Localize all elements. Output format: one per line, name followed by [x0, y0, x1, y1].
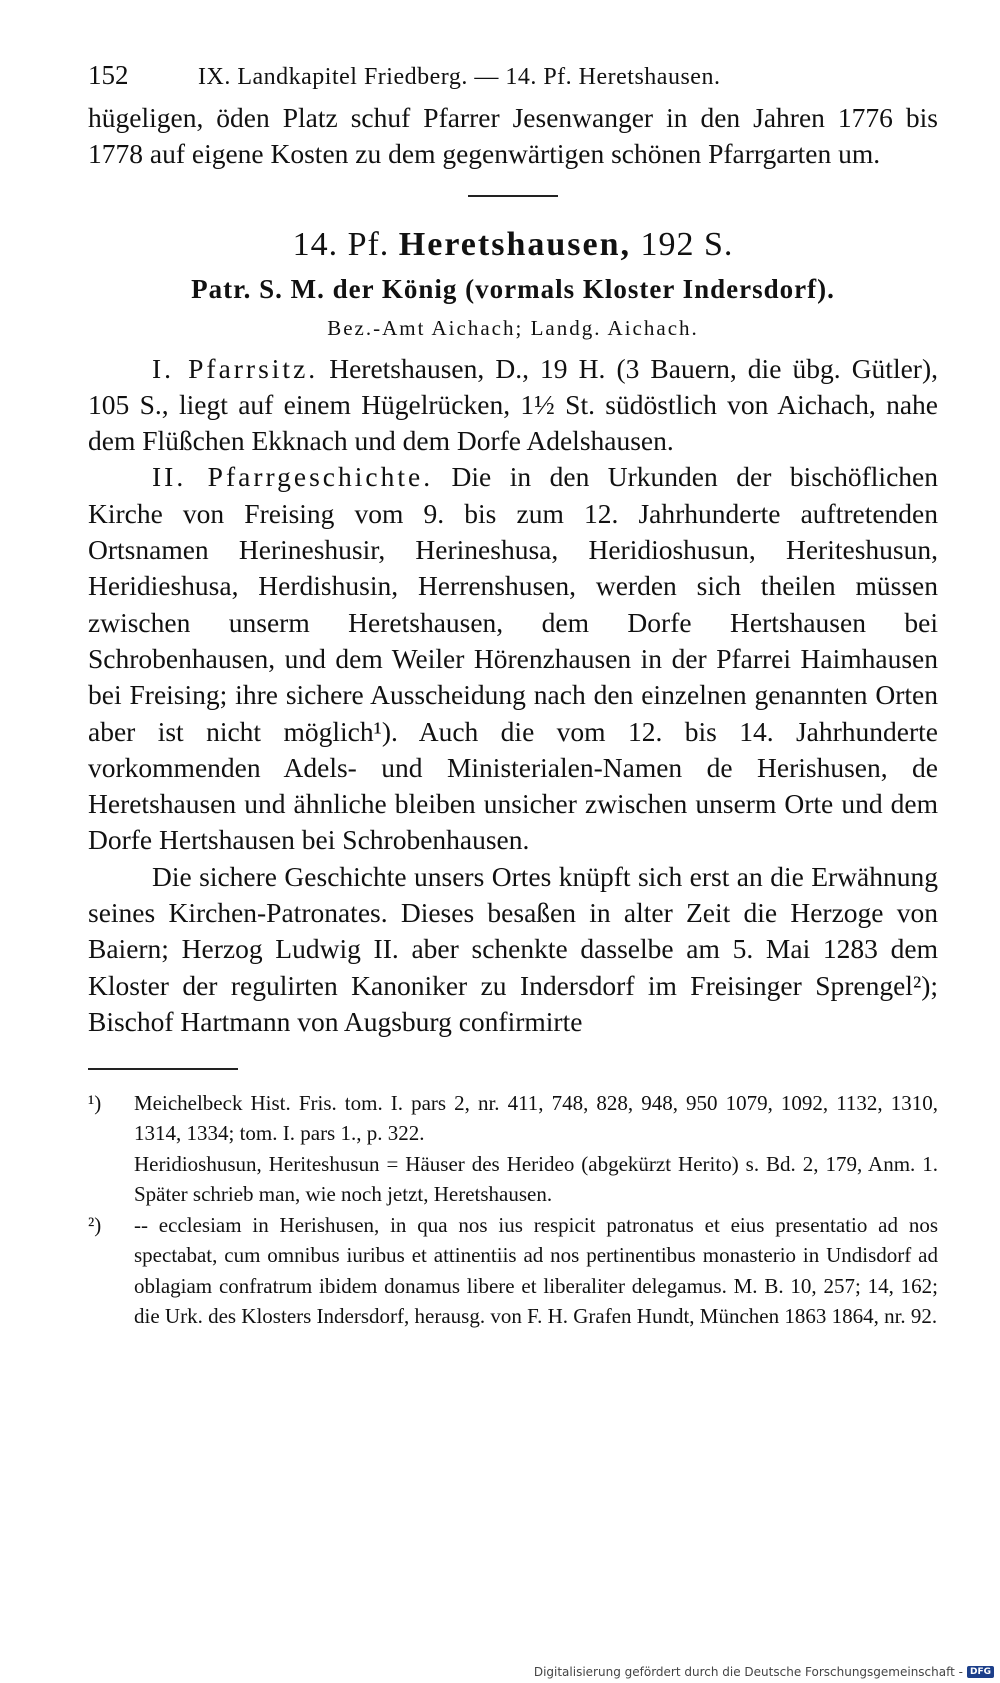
section-name: Heretshausen, [398, 225, 632, 263]
continuation-text: hügeligen, öden Platz schuf Pfarrer Jesenwanger in den Jahren 1776 bis 1778 auf eigene Kosten zu dem gegenwärtigen schönen Pfarrgarten um. [88, 102, 938, 170]
section-heading [88, 221, 938, 269]
footnote-mark: ²) [88, 1212, 102, 1237]
dfg-logo: DFG [967, 1666, 994, 1678]
footnotes [88, 1088, 938, 1332]
running-title: IX. Landkapitel Friedberg. — 14. Pf. Heretshausen. [198, 64, 721, 90]
pfarrgeschichte-text: Die in den Urkunden der bischöflichen Kirche von Freising vom 9. bis zum 12. Jahrhunderte auftretenden Ortsnamen Herineshusir, Herineshusa, Heridioshusun, Heriteshusun, Heridieshusa, Herdishusin, Herrenshusen, werden sich theilen müssen zwischen unserm Heretshausen, dem Dorfe Hertshausen bei Schrobenhausen, und dem Weiler Hörenzhausen in der Pfarrei Haimhausen bei Freising; ihre sichere Ausscheidung nach den einzelnen genannten Orten aber ist nicht möglich¹). Auch die vom 12. bis 14. Jahrhunderte vorkommenden Adels- und Ministerialen-Namen de Herishusen, de Heretshausen und ähnliche bleiben unsicher zwischen unserm Orte und dem Dorfe Hertshausen bei Schrobenhausen. [88, 461, 938, 856]
pfarrgeschichte-label: II. Pfarrgeschichte. [152, 461, 434, 493]
footnote-text: Meichelbeck Hist. Fris. tom. I. pars 2, nr. 411, 748, 828, 948, 950 1079, 1092, 1132, 1310, 1314, 1334; tom. I. pars 1., p. 322. [134, 1090, 938, 1146]
section-divider [468, 195, 558, 197]
history-paragraph: Die sichere Geschichte unsers Ortes knüpft sich erst an die Erwähnung seines Kirchen-Patronates. Dieses besaßen in alter Zeit die Herzoge von Baiern; Herzog Ludwig II. aber schenkte dasselbe am 5. Mai 1283 dem Kloster der regulirten Kanoniker zu Indersdorf im Freisinger Sprengel²); Bischof Hartmann von Augsburg confirmirte [88, 860, 938, 1037]
patron-line: Patr. S. M. der König (vormals Kloster Indersdorf). [191, 273, 835, 304]
running-head [88, 60, 938, 100]
digitization-credit [534, 1665, 994, 1679]
footnote-divider [88, 1068, 238, 1070]
pfarrsitz-text: Heretshausen, D., 19 H. (3 Bauern, die übg. Gütler), 105 S., liegt auf einem Hügelrücken, 1½ St. südöstlich von Aichach, nahe dem Flüßchen Ekknach und dem Dorfe Adelshausen. [88, 352, 938, 457]
footnote-2 [88, 1210, 938, 1332]
section-number: 14. Pf. [292, 225, 390, 263]
footnote-mark: ¹) [88, 1090, 102, 1115]
pfarrgeschichte-paragraph [88, 459, 938, 858]
footnote-text: Heridioshusun, Heriteshusun = Häuser des Herideo (abgekürzt Herito) s. Bd. 2, 179, Anm. 1. Später schrieb man, wie noch jetzt, Heretshausen. [134, 1151, 938, 1207]
district-line: Bez.-Amt Aichach; Landg. Aichach. [327, 315, 699, 340]
credit-text: Digitalisierung gefördert durch die Deutsche Forschungsgemeinschaft - [533, 1665, 963, 1679]
main-text [88, 351, 938, 1041]
page-number: 152 [88, 60, 129, 90]
document-page [88, 60, 938, 1332]
continuation-paragraph [88, 100, 938, 173]
footnote-1 [88, 1088, 938, 1210]
section-count: 192 S. [640, 225, 734, 263]
pfarrsitz-paragraph [88, 351, 938, 460]
pfarrsitz-label: I. Pfarrsitz. [152, 352, 319, 384]
footnote-text: -- ecclesiam in Herishusen, in qua nos ius respicit patronatus et eius presentatio ad nos spectabat, cum omnibus iuribus et attinentiis ad nos pertinentibus monasterio in Undisdorf ad oblagiam confratrum ibidem donamus libere et liberaliter delegamus. M. B. 10, 257; 14, 162; die Urk. des Klosters Indersdorf, herausg. von F. H. Grafen Hundt, München 1863 1864, nr. 92. [134, 1212, 938, 1329]
